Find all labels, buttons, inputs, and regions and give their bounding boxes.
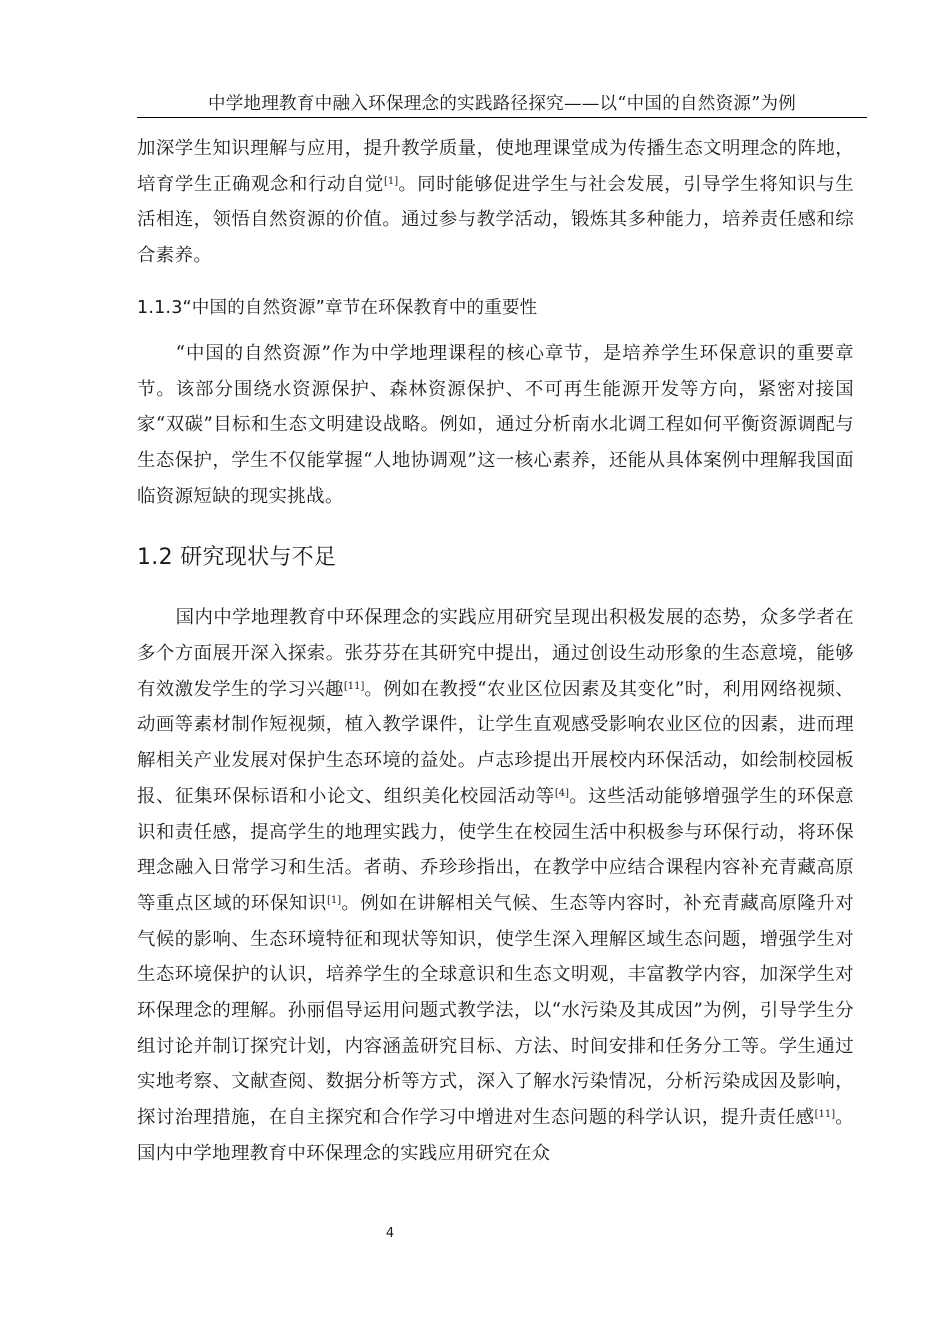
paragraph-continuation <box>137 131 854 274</box>
citation-ref: [4] <box>554 787 570 799</box>
paragraph-text: 。国内中学地理教育中环保理念的实践应用研究在众 <box>137 1107 854 1164</box>
paragraph-text: 国内中学地理教育中环保理念的实践应用研究呈现出积极发展的态势，众多学者在多个方面展开深入探索。张芬芬在其研究中提出，通过创设生动形象的生态意境，能够有效激发学生的学习兴趣 <box>137 607 854 700</box>
citation-ref: [1] <box>383 175 399 187</box>
paragraph-text: 加深学生知识理解与应用，提升教学质量，使地理课堂成为传播生态文明理念的阵地，培育学生正确观念和行动自觉 <box>137 138 854 195</box>
header-rule <box>137 117 867 118</box>
running-header: 中学地理教育中融入环保理念的实践路径探究——以“中国的自然资源”为例 <box>207 94 797 114</box>
paragraph-text: 。这些活动能够增强学生的环保意识和责任感，提高学生的地理实践力，使学生在校园生活中积极参与环保行动，将环保理念融入日常学习和生活。者萌、乔珍珍指出，在教学中应结合课程内容补充青藏高原等重点区域的环保知识 <box>137 785 854 914</box>
paragraph-text: 。同时能够促进学生与社会发展，引导学生将知识与生活相连，领悟自然资源的价值。通过参与教学活动，锻炼其多种能力，培养责任感和综合素养。 <box>137 173 854 267</box>
section-heading-1-1-3: 1.1.3“中国的自然资源”章节在环保教育中的重要性 <box>137 297 538 318</box>
citation-ref: [11] <box>814 1109 836 1121</box>
citation-ref: [1] <box>326 894 342 906</box>
page-body <box>137 131 854 1172</box>
page-number: 4 <box>385 1226 395 1241</box>
section-heading-1-2: 1.2 研究现状与不足 <box>137 545 337 571</box>
paragraph-research-status <box>137 600 854 1171</box>
paragraph-text: 。例如在教授“农业区位因素及其变化”时，利用网络视频、动画等素材制作短视频，植入教学课件，让学生直观感受影响农业区位的因素，进而理解相关产业发展对保护生态环境的益处。卢志珍提出开展校内环保活动，如绘制校园板报、征集环保标语和小论文、组织美化校园活动等 <box>137 678 854 807</box>
paragraph-natural-resources: “中国的自然资源”作为中学地理课程的核心章节，是培养学生环保意识的重要章节。该部分围绕水资源保护、森林资源保护、不可再生能源开发等方向，紧密对接国家“双碳”目标和生态文明建设战略。例如，通过分析南水北调工程如何平衡资源调配与生态保护，学生不仅能掌握“人地协调观”这一核心素养，还能从具体案例中理解我国面临资源短缺的现实挑战。 <box>137 342 854 507</box>
paragraph-text: 。例如在讲解相关气候、生态等内容时，补充青藏高原隆升对气候的影响、生态环境特征和现状等知识，使学生深入理解区域生态问题，增强学生对生态环境保护的认识，培养学生的全球意识和生态文明观，丰富教学内容，加深学生对环保理念的理解。孙丽倡导运用问题式教学法，以“水污染及其成因”为例，引导学生分组讨论并制订探究计划，内容涵盖研究目标、方法、时间安排和任务分工等。学生通过实地考察、文献查阅、数据分析等方式，深入了解水污染情况，分析污染成因及影响，探讨治理措施，在自主探究和合作学习中增进对生态问题的科学认识，提升责任感 <box>137 892 854 1129</box>
citation-ref: [11] <box>343 680 365 692</box>
